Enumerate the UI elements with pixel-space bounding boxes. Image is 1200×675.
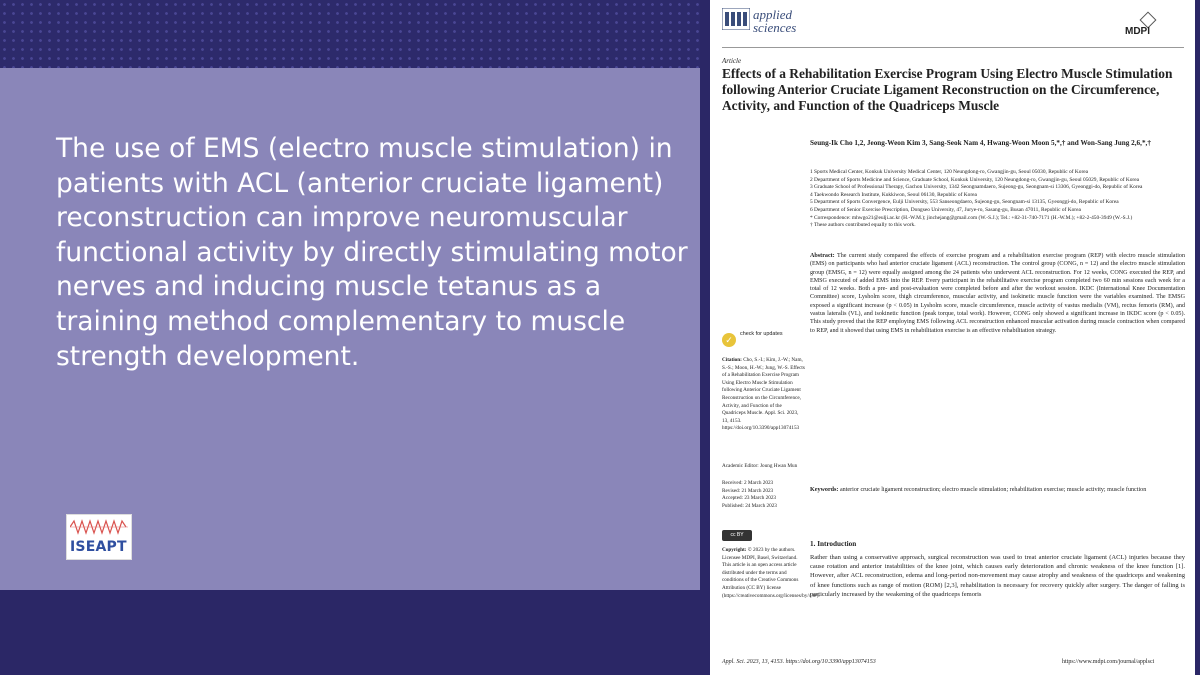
- citation-text: Cho, S.-I.; Kim, J.-W.; Nam, S.-S.; Moon, H.-W.; Jung, W.-S. Effects of a Rehabilitation Exercise Program Using Electro Muscle Stimulation following Anterior Cruciate Ligament Reconstruction on the Circumference, Activity, and Function of the Quadriceps Muscle. Appl. Sci. 2023, 13, 4153. https://doi.org/10.3390/app13074153: [722, 357, 805, 432]
- copyright: [722, 547, 820, 600]
- copyright-text: © 2023 by the authors. Licensee MDPI, Basel, Switzerland. This article is an open access article distributed under the terms and conditions of the Creative Commons Attribution (CC BY) license (https://creativecommons.org/licenses/by/4.0/).: [722, 547, 820, 599]
- date-published: Published: 24 March 2023: [722, 502, 777, 509]
- intro-text: Rather than using a conservative approach, surgical reconstruction was used to treat anterior cruciate ligament (ACL) injuries because they cause rotation and anterior instabilities of the knee joint, which causes early deterioration and chronic weakness of the knee function [1]. However, after ACL reconstruction, edema and long-period non-movement may cause atrophy and weakness of the quadriceps and weakening of knee functions such as range of motion (ROM) [2,3], rehabilitation is necessary for recovery quickly after surgery. The danger of falling is particularly increased by the weakening of the quadriceps femoris: [810, 554, 1185, 598]
- slide-quote: The use of EMS (electro muscle stimulation) in patients with ACL (anterior cruciate ligament) reconstruction can improve neuromuscular functional activity by directly stimulating motor nerves and inducing muscle tetanus as a training method complementary to muscle strength development.: [56, 133, 688, 372]
- affiliation-item: † These authors contributed equally to this work.: [810, 222, 916, 229]
- affiliation-item: 3 Graduate School of Professional Therapy, Gachon University, 1342 Seongnamdaero, Sujeong-gu, Seongnam-si 13306, Gyeonggi-do, Republic of Korea: [810, 184, 1143, 191]
- date-received: Received: 2 March 2023: [722, 480, 774, 486]
- article-type: Article: [722, 57, 742, 65]
- footer-citation: Appl. Sci. 2023, 13, 4153. https://doi.org/10.3390/app13074153: [722, 659, 876, 665]
- date-accepted: Accepted: 23 March 2023: [722, 495, 777, 502]
- citation: [722, 357, 806, 433]
- affiliation-item: 5 Department of Sports Convergence, Eulji University, 553 Sanseongdaero, Sujeong-gu, Seongnam-si 13135, Gyeonggi-do, Republic of Korea: [810, 199, 1119, 206]
- keywords: [810, 486, 1185, 494]
- keywords-text: anterior cruciate ligament reconstruction; electro muscle stimulation; rehabilitation exercise; muscle activity; muscle function: [839, 487, 1147, 493]
- affiliation-item: 2 Department of Sports Medicine and Science, Graduate School, Konkuk University, 120 Neungdong-ro, Gwangjin-gu, Seoul 05029, Republic of Korea: [810, 176, 1140, 183]
- footer-url[interactable]: https://www.mdpi.com/journal/applsci: [1062, 659, 1155, 665]
- cc-license-icon[interactable]: cc BY: [722, 530, 752, 541]
- journal-logo-icon: [722, 8, 750, 30]
- paper-right-border: [1195, 0, 1200, 675]
- journal-name: [753, 8, 796, 34]
- abstract-label: Abstract:: [810, 253, 835, 259]
- abstract: [810, 252, 1185, 335]
- wave-icon: [70, 517, 128, 537]
- publisher-name: MDPI: [1125, 26, 1150, 37]
- abstract-text: The current study compared the effects of exercise program and a rehabilitation exercise program (REP) with electro muscle stimulation (EMS) on participants who had anterior cruciate ligament (ACL) reconstruction. The control group (CONG, n = 12) and the electro muscle stimulation group (EMSG, n = 12) were equally assigned among the 24 patients who underwent ACL reconstruction. For 12 weeks, CONG executed the REP, and EMSG executed of added EMS into the REP. Every participant in the rehabilitative exercise program completed two 60 min sessions each week for a total of 12 weeks. Both a pre- and post-evaluation were completed before and after the workout session. IKDC (International Knee Documentation Committee) score, Lysholm score, thigh circumference, muscular activity, and isokinetic muscle function were the variables examined. The EMSG exposed a significant increase (p < 0.05) in Lysholm score, muscle circumference, muscle activity of vastus medialis (VM), rectus femoris (RM), and vastus lateralis (VL), and isokinetic function (peak torque, total work). However, CONG only showed a significant increase in IKDC score (p < 0.05). This study proved that the REP employing EMS following ACL reconstruction enhanced muscular activation during muscle contraction when compared to REP, and it showed that using EMS in rehabilitation exercise is an effective rehabilitation strategy.: [810, 253, 1185, 334]
- logo-text: ISEAPT: [70, 539, 127, 555]
- date-revised: Revised: 21 March 2023: [722, 487, 774, 494]
- check-for-updates-label: check for updates: [740, 331, 783, 337]
- page-gap: [710, 632, 1195, 656]
- academic-editor: Academic Editor: Joung Hwan Mun: [722, 463, 798, 469]
- affiliation-item: 1 Sports Medical Center, Konkuk University Medical Center, 120 Neungdong-ro, Gwangjin-gu, Seoul 05030, Republic of Korea: [810, 169, 1089, 175]
- copyright-label: Copyright:: [722, 547, 747, 553]
- paper-authors: Seung-Ik Cho 1,2, Jeong-Weon Kim 3, Sang-Seok Nam 4, Hwang-Woon Moon 5,*,† and Won-Sang Jung 2,6,*,†: [810, 139, 1151, 147]
- intro-heading: 1. Introduction: [810, 540, 857, 548]
- iseapt-logo: [66, 514, 132, 560]
- keywords-label: Keywords:: [810, 487, 839, 493]
- header-rule: [722, 47, 1184, 48]
- affiliation-item: 4 Taekwondo Research Institute, Kukkiwon, Seoul 06130, Republic of Korea: [810, 191, 977, 198]
- journal-name-line2: sciences: [753, 20, 797, 35]
- journal-name-line1: applied: [753, 7, 792, 22]
- dotted-header-pattern: [0, 0, 700, 68]
- check-for-updates-badge[interactable]: [722, 331, 802, 353]
- article-dates: [722, 480, 806, 510]
- affiliation-item: 6 Department of Senior Exercise Prescription, Dongseo University, 47, Jurye-ro, Sasang-gu, Busan 47011, Republic of Korea: [810, 206, 1081, 213]
- checkmark-icon: ✓: [722, 333, 736, 347]
- paper-title: Effects of a Rehabilitation Exercise Program Using Electro Muscle Stimulation following Anterior Cruciate Ligament Reconstruction on the Circumference, Activity, and Function of the Quadriceps Muscle: [722, 66, 1173, 113]
- affiliations-list: [810, 169, 1185, 230]
- citation-label: Citation:: [722, 357, 742, 363]
- paper-page: [710, 0, 1195, 675]
- bottom-band: [0, 590, 700, 675]
- affiliation-item: * Correspondence: mhwgo21@eulji.ac.kr (H.-W.M.); jinchejang@gmail.com (W.-S.J.); Tel.: +82-31-740-7171 (H.-W.M.); +82-2-450-3949 (W.-S.J.): [810, 214, 1133, 221]
